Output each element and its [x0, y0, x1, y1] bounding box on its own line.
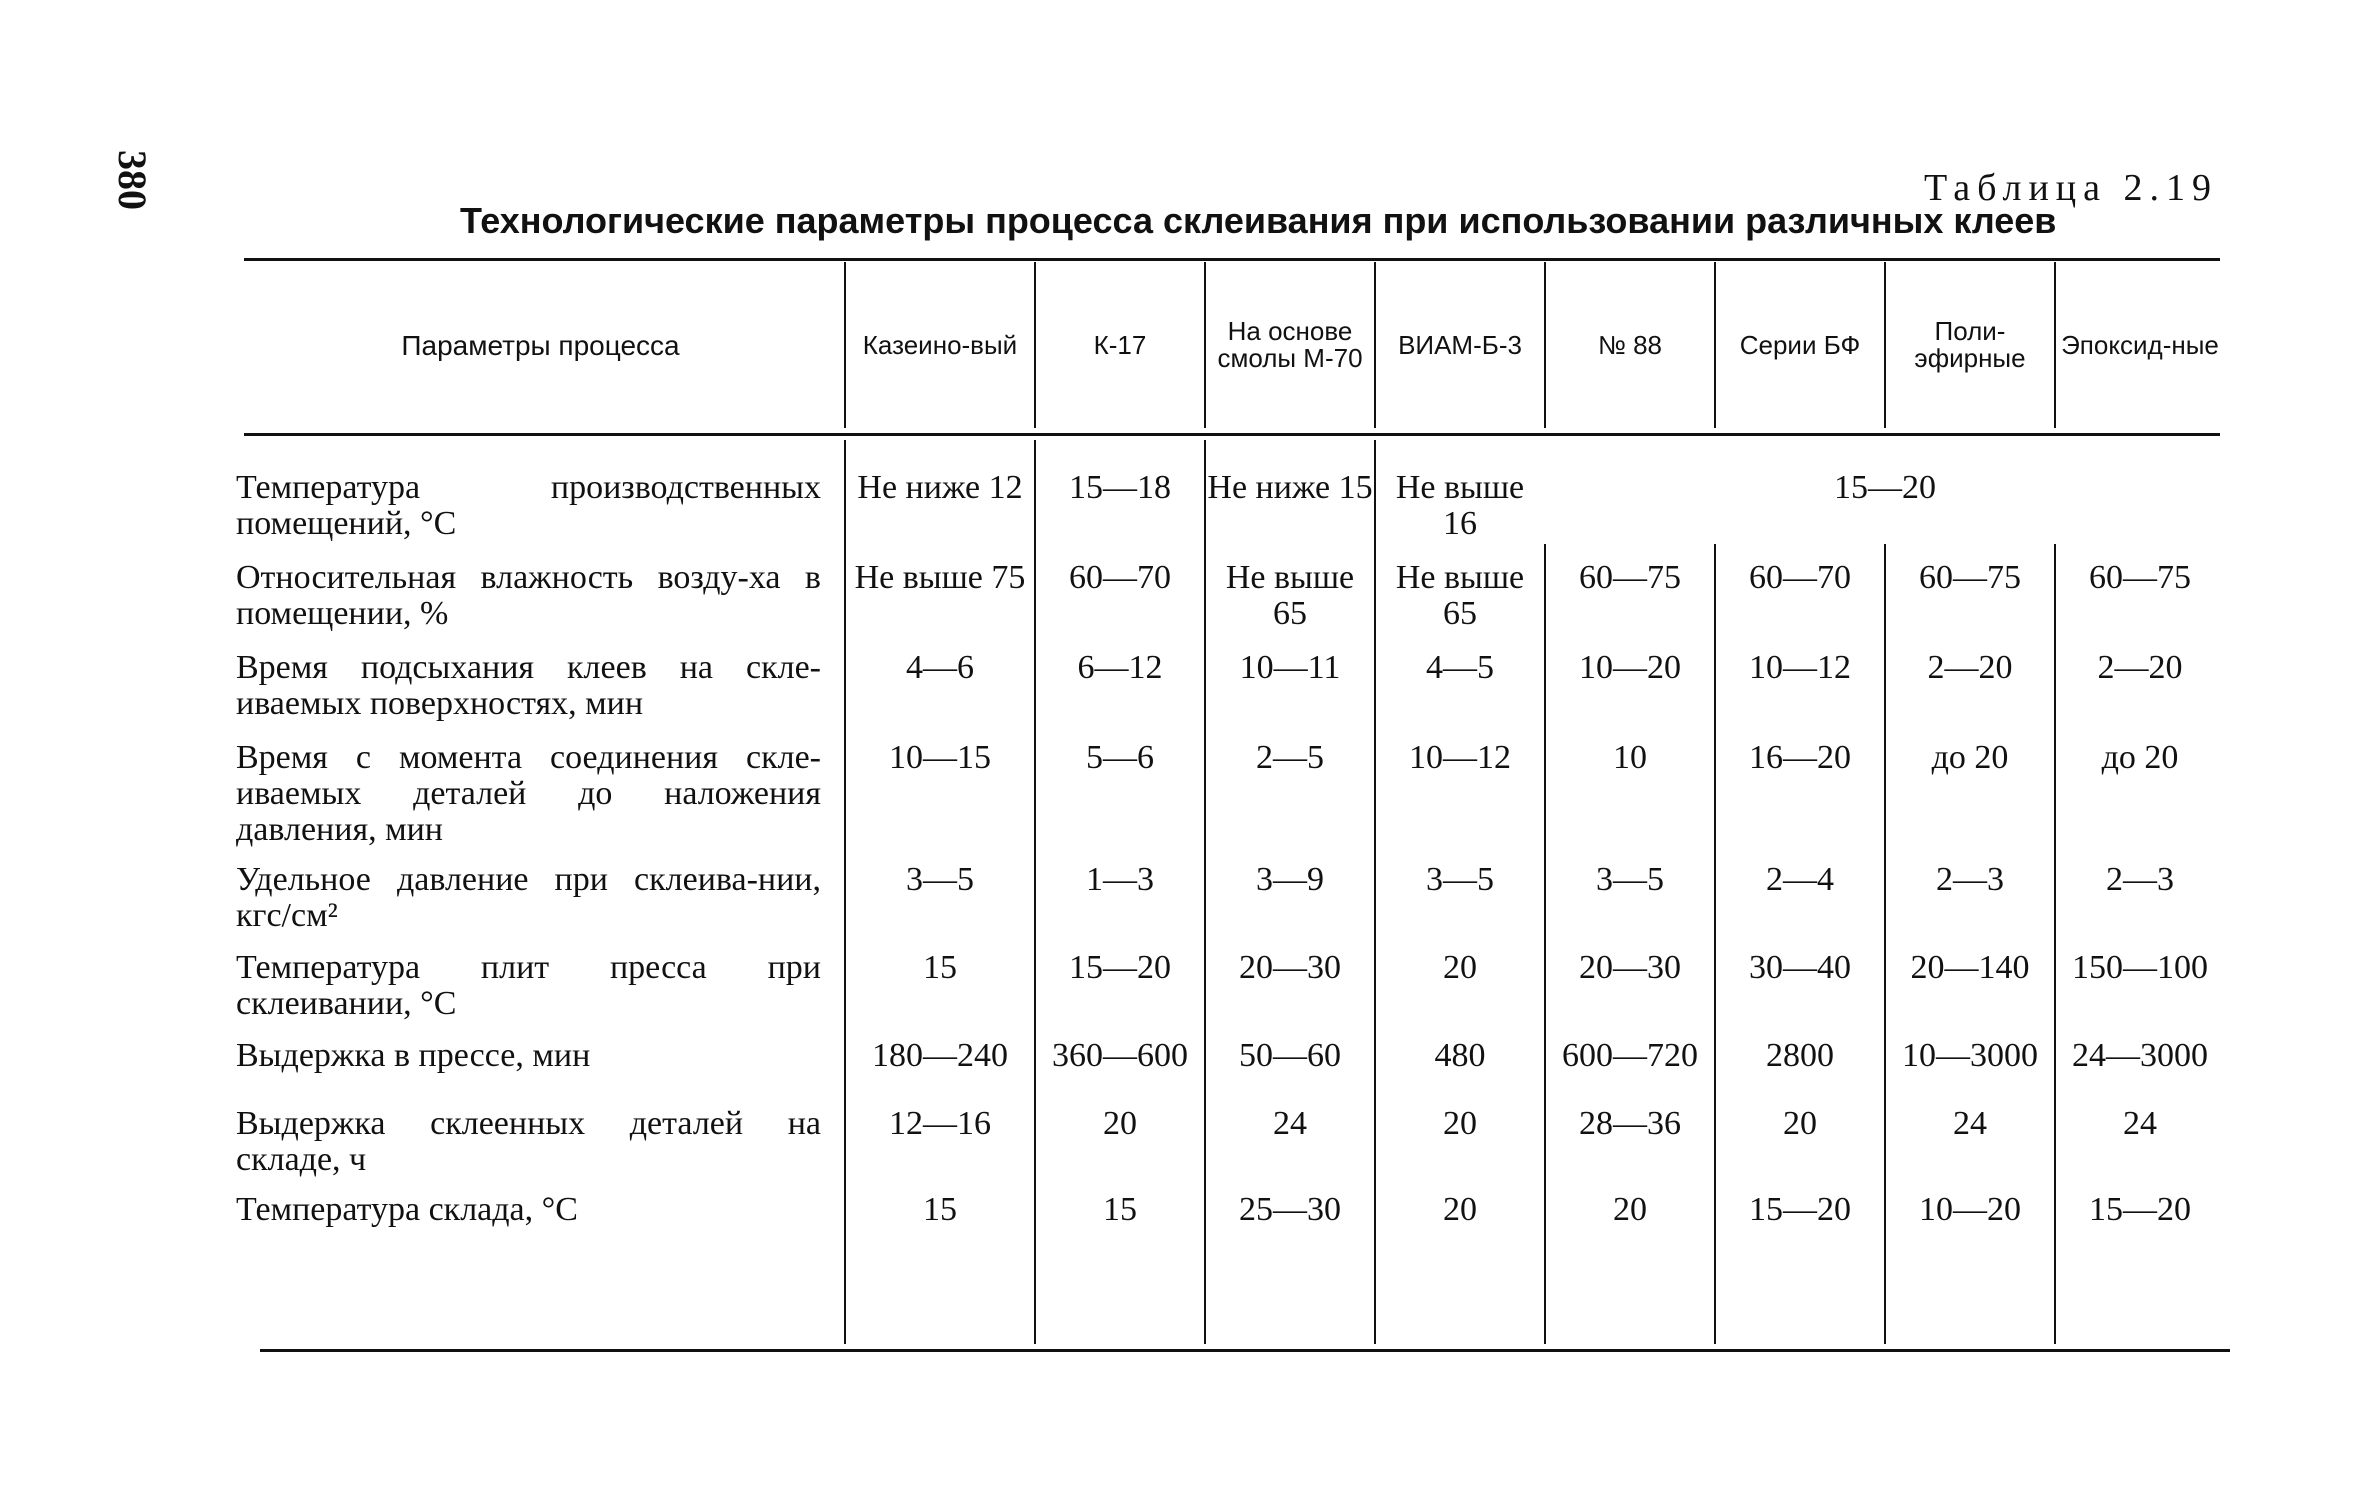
header-param-column: Параметры процесса — [401, 329, 680, 361]
table-cell: 25—30 — [1239, 1191, 1341, 1228]
table-cell: 15 — [923, 1191, 957, 1228]
table-cell: 3—5 — [1596, 861, 1664, 898]
table-cell: 10—12 — [1749, 649, 1851, 686]
row-param-label: Выдержка склеенных деталей на складе, ч — [236, 1105, 821, 1178]
table-cell: 16—20 — [1749, 739, 1851, 776]
table-cell: 15 — [923, 949, 957, 986]
table-cell: 10—15 — [889, 739, 991, 776]
table-rule-header-bottom — [244, 433, 2220, 436]
table-cell: 2—20 — [1927, 649, 2013, 686]
table-cell: 10—12 — [1409, 739, 1511, 776]
table-cell: 150—100 — [2072, 949, 2208, 986]
table-cell: 20 — [1613, 1191, 1647, 1228]
table-cell: 20 — [1783, 1105, 1817, 1142]
table-cell: Не ниже 15 — [1207, 469, 1373, 506]
table-cell: Не выше 75 — [854, 559, 1026, 596]
merged-cell: 15—20 — [1834, 469, 1936, 506]
table-cell: 2—3 — [2106, 861, 2174, 898]
table-cell: 480 — [1434, 1037, 1486, 1074]
table-cell: 60—75 — [1579, 559, 1681, 596]
table-cell: 20 — [1443, 949, 1477, 986]
table-cell: 3—5 — [1426, 861, 1494, 898]
table-cell: 24—3000 — [2072, 1037, 2208, 1074]
table-cell: 2—4 — [1766, 861, 1834, 898]
table-cell: 15—20 — [1069, 949, 1171, 986]
table-cell: 15—20 — [2089, 1191, 2191, 1228]
table-cell: 10—3000 — [1902, 1037, 2038, 1074]
table-cell: 10—20 — [1579, 649, 1681, 686]
table-cell: 6—12 — [1077, 649, 1163, 686]
table-cell: 28—36 — [1579, 1105, 1681, 1142]
table-cell: 24 — [1273, 1105, 1307, 1142]
table-cell: 180—240 — [872, 1037, 1008, 1074]
table-cell: 2—5 — [1256, 739, 1324, 776]
table-cell: 15 — [1103, 1191, 1137, 1228]
table-cell: 20 — [1443, 1105, 1477, 1142]
row-param-label: Относительная влажность возду-ха в помещении, % — [236, 559, 821, 632]
header-column-4: ВИАМ-Б-3 — [1398, 329, 1522, 360]
table-cell: 2800 — [1766, 1037, 1834, 1074]
header-column-2: К-17 — [1093, 329, 1147, 360]
table-cell: 1—3 — [1086, 861, 1154, 898]
table-cell: до 20 — [2101, 739, 2179, 776]
table-cell: 20 — [1443, 1191, 1477, 1228]
table-cell: 10 — [1613, 739, 1647, 776]
row-param-label: Температура плит пресса при склеивании, °C — [236, 949, 821, 1022]
row-param-label: Температура производственных помещений, °C — [236, 469, 821, 542]
table-cell: 3—9 — [1256, 861, 1324, 898]
row-param-label: Выдержка в прессе, мин — [236, 1037, 591, 1074]
table-cell: 20 — [1103, 1105, 1137, 1142]
table-cell: 15—20 — [1749, 1191, 1851, 1228]
table-cell: 3—5 — [906, 861, 974, 898]
table-cell: 10—20 — [1919, 1191, 2021, 1228]
table-cell: 24 — [2123, 1105, 2157, 1142]
header-column-6: Серии БФ — [1739, 329, 1861, 360]
row-param-label: Температура склада, °C — [236, 1191, 578, 1228]
table-label: Таблица 2.19 — [1923, 167, 2218, 209]
table-cell: 30—40 — [1749, 949, 1851, 986]
table-cell: Не ниже 12 — [857, 469, 1023, 506]
table-cell: 60—70 — [1069, 559, 1171, 596]
table-cell: 2—3 — [1936, 861, 2004, 898]
table-cell: 60—75 — [1919, 559, 2021, 596]
table-cell: 20—30 — [1579, 949, 1681, 986]
table-cell: 12—16 — [889, 1105, 991, 1142]
table-cell: 60—75 — [2089, 559, 2191, 596]
header-column-3: На основе смолы М-70 — [1217, 316, 1363, 373]
table-cell: 15—18 — [1069, 469, 1171, 506]
header-column-1: Казеино-вый — [862, 329, 1018, 360]
row-param-label: Удельное давление при склеива-нии, кгс/см² — [236, 861, 821, 934]
table-cell: 360—600 — [1052, 1037, 1188, 1074]
table-cell: 60—70 — [1749, 559, 1851, 596]
table-cell: 2—20 — [2097, 649, 2183, 686]
table-title: Технологические параметры процесса склеивания при использовании различных клеев — [460, 200, 2057, 241]
header-column-7: Поли-эфирные — [1914, 316, 2026, 373]
table-cell: Не выше 16 — [1395, 469, 1525, 542]
table-cell: 600—720 — [1562, 1037, 1698, 1074]
row-param-label: Время с момента соединения скле-иваемых деталей до наложения давления, мин — [236, 739, 821, 848]
table-cell: 4—5 — [1426, 649, 1494, 686]
table-cell: 5—6 — [1086, 739, 1154, 776]
table-cell: 10—11 — [1239, 649, 1341, 686]
header-column-5: № 88 — [1597, 329, 1663, 360]
table-cell: Не выше 65 — [1395, 559, 1525, 632]
table-rule-top — [244, 258, 2220, 261]
table-rule-bottom — [260, 1349, 2230, 1352]
row-param-label: Время подсыхания клеев на скле-иваемых поверхностях, мин — [236, 649, 821, 722]
table-cell: 50—60 — [1239, 1037, 1341, 1074]
page-number: 380 — [110, 150, 155, 210]
table-cell: 24 — [1953, 1105, 1987, 1142]
table-cell: Не выше 65 — [1225, 559, 1355, 632]
header-column-8: Эпоксид-ные — [2061, 329, 2219, 360]
table-cell: 20—140 — [1910, 949, 2030, 986]
table-cell: до 20 — [1931, 739, 2009, 776]
table-cell: 20—30 — [1239, 949, 1341, 986]
table-cell: 4—6 — [906, 649, 974, 686]
